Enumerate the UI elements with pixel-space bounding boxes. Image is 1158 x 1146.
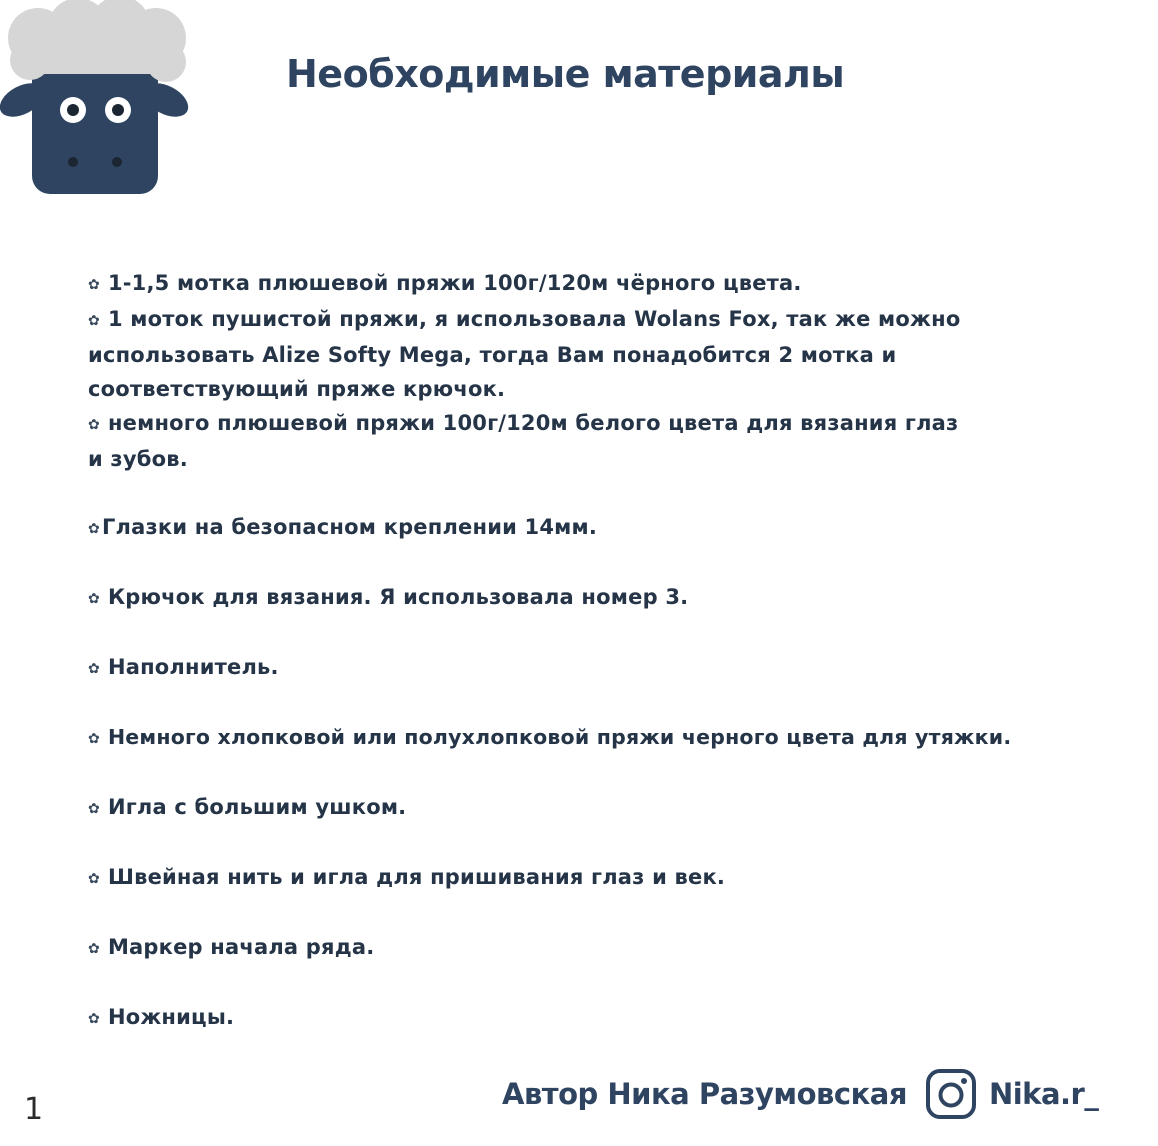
list-item: ✿ немного плюшевой пряжи 100г/120м белого цвета для вязания глаз bbox=[88, 411, 959, 435]
flower-bullet-icon: ✿ bbox=[88, 871, 100, 887]
list-item: ✿ Ножницы. bbox=[88, 1005, 235, 1029]
list-item: ✿ Немного хлопковой или полухлопковой пряжи черного цвета для утяжки. bbox=[88, 725, 1012, 749]
sheep-logo-icon bbox=[0, 0, 200, 200]
instagram-icon bbox=[925, 1068, 977, 1120]
list-item-continuation: использовать Alize Softy Mega, тогда Вам понадобится 2 мотка и bbox=[88, 343, 897, 367]
instagram-handle-link[interactable]: Nika.r_ bbox=[988, 1077, 1099, 1111]
flower-bullet-icon: ✿ bbox=[88, 591, 100, 607]
flower-bullet-icon: ✿ bbox=[88, 661, 100, 677]
author-footer bbox=[502, 1064, 1098, 1124]
flower-bullet-icon: ✿ bbox=[88, 277, 100, 293]
flower-bullet-icon: ✿ bbox=[88, 521, 100, 537]
materials-list bbox=[88, 266, 1138, 1036]
list-item-continuation: и зубов. bbox=[88, 447, 188, 471]
page-number: 1 bbox=[24, 1092, 44, 1127]
list-item: ✿ 1-1,5 мотка плюшевой пряжи 100г/120м чёрного цвета. bbox=[88, 271, 802, 295]
list-item-continuation: соответствующий пряже крючок. bbox=[88, 377, 506, 401]
list-item: ✿ 1 моток пушистой пряжи, я использовала Wolans Fox, так же можно bbox=[88, 307, 961, 331]
list-item: ✿ Швейная нить и игла для пришивания глаз и век. bbox=[88, 865, 726, 889]
list-item: ✿ Крючок для вязания. Я использовала номер 3. bbox=[88, 585, 689, 609]
flower-bullet-icon: ✿ bbox=[88, 417, 100, 433]
flower-bullet-icon: ✿ bbox=[88, 731, 100, 747]
flower-bullet-icon: ✿ bbox=[88, 801, 100, 817]
list-item: ✿ Маркер начала ряда. bbox=[88, 935, 375, 959]
flower-bullet-icon: ✿ bbox=[88, 941, 100, 957]
list-item: ✿ Игла с большим ушком. bbox=[88, 795, 407, 819]
list-item: ✿Глазки на безопасном креплении 14мм. bbox=[88, 515, 598, 539]
flower-bullet-icon: ✿ bbox=[88, 313, 100, 329]
page-title: Необходимые материалы bbox=[286, 52, 845, 96]
flower-bullet-icon: ✿ bbox=[88, 1011, 100, 1027]
author-credit: Автор Ника Разумовская bbox=[502, 1077, 907, 1111]
list-item: ✿ Наполнитель. bbox=[88, 655, 279, 679]
